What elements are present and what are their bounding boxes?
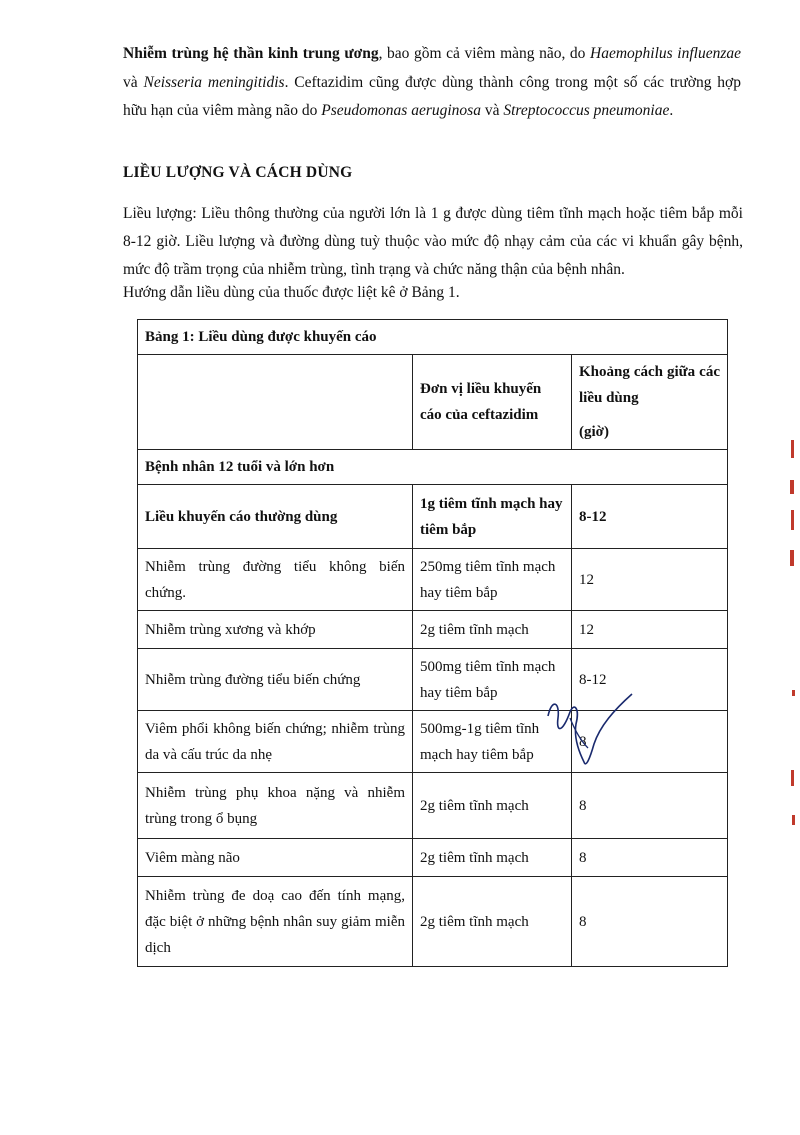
- group-label: Bệnh nhân 12 tuổi và lớn hơn: [138, 450, 728, 485]
- row-interval: 8-12: [572, 485, 728, 549]
- table-row: [138, 877, 728, 967]
- row-indication: Nhiễm trùng xương và khớp: [138, 611, 413, 649]
- row-dose: 2g tiêm tĩnh mạch: [413, 611, 572, 649]
- row-indication: Nhiễm trùng đe doạ cao đến tính mạng, đặc biệt ở những bệnh nhân suy giảm miễn dịch: [138, 877, 413, 967]
- scan-edge-marks-icon: [785, 440, 800, 840]
- intro-text-3: . Ceftazidim cũng được dùng thành công trong một số các trường hợp hữu hạn của viêm màng não do: [123, 73, 741, 119]
- row-interval: 12: [572, 611, 728, 649]
- row-interval: 8: [572, 773, 728, 839]
- row-dose: 2g tiêm tĩnh mạch: [413, 773, 572, 839]
- row-dose: 1g tiêm tĩnh mạch hay tiêm bắp: [413, 485, 572, 549]
- section-heading: LIỀU LƯỢNG VÀ CÁCH DÙNG: [123, 164, 353, 181]
- species-haemophilus: Haemophilus influenzae: [590, 45, 741, 62]
- intro-text-1: , bao gồm cả viêm màng não, do: [378, 45, 591, 62]
- row-dose: 2g tiêm tĩnh mạch: [413, 877, 572, 967]
- intro-text-5: .: [669, 102, 674, 119]
- table-header-row: [138, 355, 728, 450]
- table-row: [138, 485, 728, 549]
- row-indication: Nhiễm trùng phụ khoa nặng và nhiễm trùng trong ổ bụng: [138, 773, 413, 839]
- row-interval: 8-12: [572, 649, 728, 711]
- row-interval: 8: [572, 839, 728, 877]
- table-row: [138, 773, 728, 839]
- row-interval: 8: [572, 877, 728, 967]
- species-pseudomonas: Pseudomonas aeruginosa: [321, 102, 481, 119]
- intro-paragraph: [123, 40, 741, 126]
- intro-text-4: và: [480, 102, 504, 119]
- row-interval: 12: [572, 549, 728, 611]
- row-dose: 500mg-1g tiêm tĩnh mạch hay tiêm bắp: [413, 711, 572, 773]
- row-indication: Nhiễm trùng đường tiểu biến chứng: [138, 649, 413, 711]
- table-caption: Bảng 1: Liều dùng được khuyến cáo: [138, 320, 728, 355]
- header-indication: [138, 355, 413, 450]
- row-indication: Viêm màng não: [138, 839, 413, 877]
- table-row: [138, 549, 728, 611]
- table-caption-row: [138, 320, 728, 355]
- table-row: [138, 611, 728, 649]
- species-neisseria: Neisseria meningitidis: [143, 73, 285, 91]
- header-dose: Đơn vị liều khuyến cáo của ceftazidim: [413, 355, 572, 450]
- header-interval-label: Khoảng cách giữa các liều dùng: [579, 364, 720, 406]
- header-interval: [572, 355, 728, 450]
- header-interval-unit: (giờ): [579, 424, 609, 440]
- row-interval: 8: [572, 711, 728, 773]
- row-dose: 500mg tiêm tĩnh mạch hay tiêm bắp: [413, 649, 572, 711]
- handwritten-signature-icon: [540, 688, 640, 778]
- species-streptococcus: Streptococcus pneumoniae: [503, 102, 670, 119]
- row-dose: 2g tiêm tĩnh mạch: [413, 839, 572, 877]
- dosage-table: [137, 319, 728, 967]
- group-row: [138, 450, 728, 485]
- row-dose: 250mg tiêm tĩnh mạch hay tiêm bắp: [413, 549, 572, 611]
- dosage-paragraph: Liều lượng: Liều thông thường của người lớn là 1 g được dùng tiêm tĩnh mạch hoặc tiêm bắp mỗi 8-12 giờ. Liều lượng và đường dùng tuỳ thuộc vào mức độ nhạy cảm của các vi khuẩn gây bệnh, mức độ trầm trọng của nhiễm trùng, tình trạng và chức năng thận của bệnh nhân.: [123, 205, 743, 278]
- row-indication: Viêm phổi không biến chứng; nhiễm trùng da và cấu trúc da nhẹ: [138, 711, 413, 773]
- guide-line: Hướng dẫn liều dùng của thuốc được liệt kê ở Bảng 1.: [123, 284, 460, 301]
- row-indication: Liều khuyến cáo thường dùng: [138, 485, 413, 549]
- table-row: [138, 839, 728, 877]
- intro-lead: Nhiễm trùng hệ thần kinh trung ương: [123, 45, 379, 62]
- intro-text-2: và: [123, 73, 144, 91]
- row-indication: Nhiễm trùng đường tiểu không biến chứng.: [138, 549, 413, 611]
